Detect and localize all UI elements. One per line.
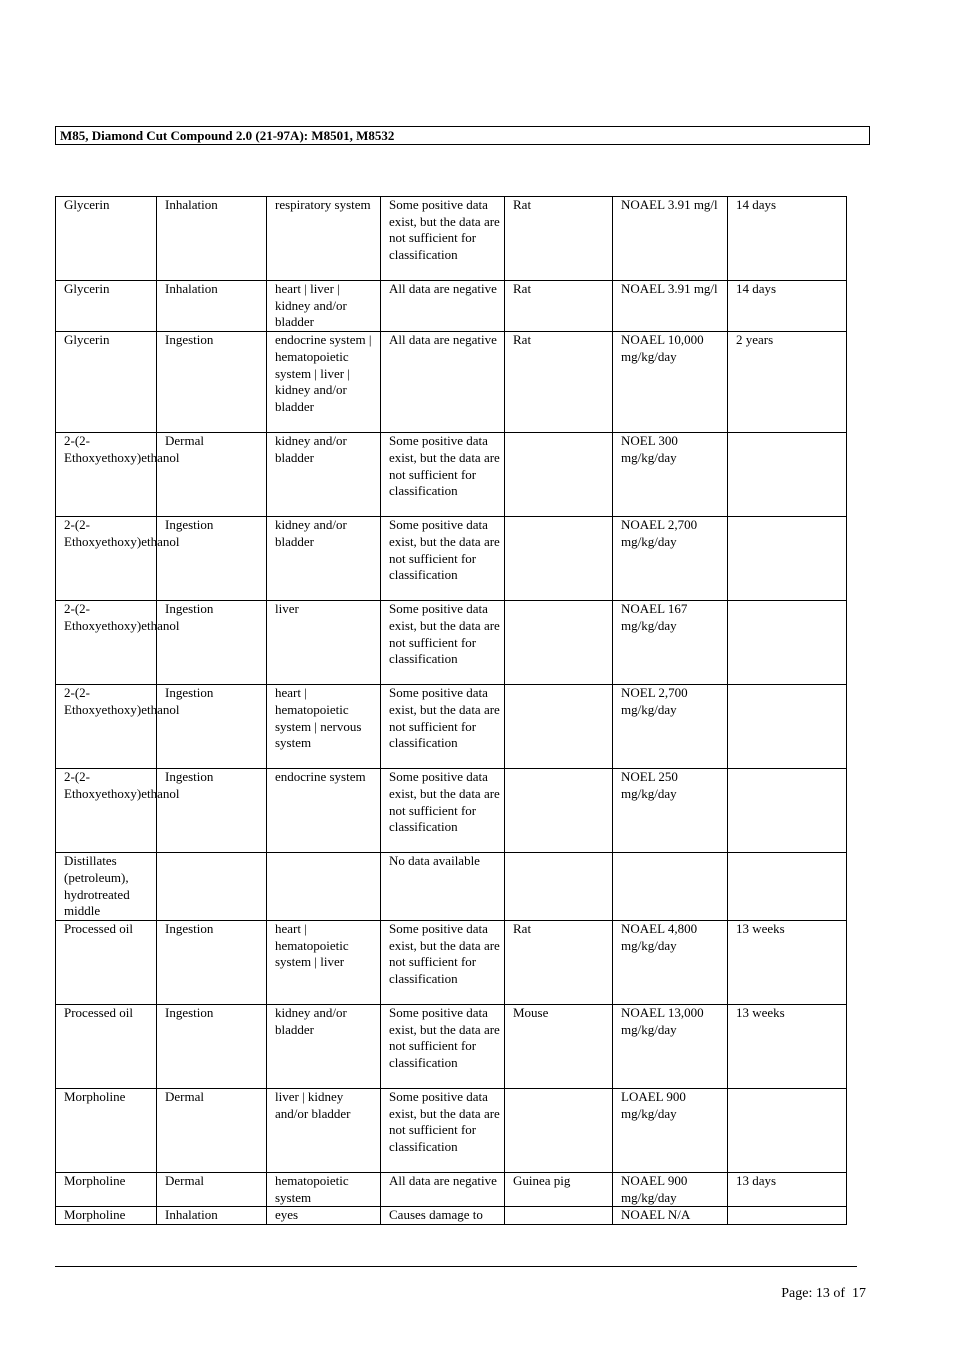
species-cell: Rat (505, 197, 613, 281)
substance-name-cell: Glycerin (56, 332, 157, 433)
substance-name-cell: Glycerin (56, 281, 157, 332)
substance-name-cell: 2-(2-Ethoxyethoxy)ethanol (56, 433, 157, 517)
route-cell: Ingestion (157, 332, 267, 433)
value-cell: Some positive data exist, but the data are not sufficient for classification (381, 433, 505, 517)
test-result-cell: NOEL 2,700 mg/kg/day (613, 685, 728, 769)
value-cell: Some positive data exist, but the data are not sufficient for classification (381, 1004, 505, 1088)
species-cell: Rat (505, 281, 613, 332)
substance-name-cell: Processed oil (56, 920, 157, 1004)
exposure-duration-cell: 14 days (728, 197, 847, 281)
table-row (56, 1004, 847, 1088)
value-cell: Some positive data exist, but the data are not sufficient for classification (381, 769, 505, 853)
route-cell: Dermal (157, 1088, 267, 1172)
species-cell (505, 853, 613, 921)
test-result-cell: NOAEL 3.91 mg/l (613, 281, 728, 332)
table-row (56, 920, 847, 1004)
target-organ-cell: hematopoietic system (267, 1172, 381, 1206)
target-organ-cell: heart | liver | kidney and/or bladder (267, 281, 381, 332)
route-cell: Ingestion (157, 601, 267, 685)
species-cell (505, 601, 613, 685)
exposure-duration-cell (728, 433, 847, 517)
species-cell: Guinea pig (505, 1172, 613, 1206)
table-row (56, 433, 847, 517)
value-cell: No data available (381, 853, 505, 921)
target-organ-cell: liver (267, 601, 381, 685)
toxicity-table-body (56, 197, 847, 1225)
species-cell (505, 1207, 613, 1225)
substance-name-cell: 2-(2-Ethoxyethoxy)ethanol (56, 769, 157, 853)
species-cell: Rat (505, 920, 613, 1004)
test-result-cell: NOEL 250 mg/kg/day (613, 769, 728, 853)
test-result-cell: LOAEL 900 mg/kg/day (613, 1088, 728, 1172)
substance-name-cell: Distillates (petroleum), hydrotreated middle (56, 853, 157, 921)
exposure-duration-cell (728, 517, 847, 601)
species-cell (505, 517, 613, 601)
exposure-duration-cell (728, 1088, 847, 1172)
route-cell: Inhalation (157, 281, 267, 332)
target-organ-cell: heart | hematopoietic system | nervous system (267, 685, 381, 769)
substance-name-cell: 2-(2-Ethoxyethoxy)ethanol (56, 517, 157, 601)
value-cell: All data are negative (381, 1172, 505, 1206)
route-cell: Ingestion (157, 517, 267, 601)
route-cell (157, 853, 267, 921)
target-organ-cell: respiratory system (267, 197, 381, 281)
substance-name-cell: 2-(2-Ethoxyethoxy)ethanol (56, 601, 157, 685)
route-cell: Inhalation (157, 1207, 267, 1225)
route-cell: Ingestion (157, 685, 267, 769)
target-organ-cell: eyes (267, 1207, 381, 1225)
test-result-cell (613, 853, 728, 921)
target-organ-cell: endocrine system | hematopoietic system | liver | kidney and/or bladder (267, 332, 381, 433)
test-result-cell: NOAEL 13,000 mg/kg/day (613, 1004, 728, 1088)
test-result-cell: NOAEL 10,000 mg/kg/day (613, 332, 728, 433)
exposure-duration-cell: 2 years (728, 332, 847, 433)
table-row (56, 197, 847, 281)
value-cell: All data are negative (381, 332, 505, 433)
test-result-cell: NOAEL 4,800 mg/kg/day (613, 920, 728, 1004)
test-result-cell: NOEL 300 mg/kg/day (613, 433, 728, 517)
substance-name-cell: Morpholine (56, 1172, 157, 1206)
table-row (56, 517, 847, 601)
value-cell: Some positive data exist, but the data are not sufficient for classification (381, 601, 505, 685)
table-row (56, 853, 847, 921)
species-cell (505, 685, 613, 769)
test-result-cell: NOAEL 167 mg/kg/day (613, 601, 728, 685)
exposure-duration-cell (728, 853, 847, 921)
table-row (56, 281, 847, 332)
value-cell: Some positive data exist, but the data are not sufficient for classification (381, 685, 505, 769)
table-row (56, 1088, 847, 1172)
document-header: M85, Diamond Cut Compound 2.0 (21-97A): M8501, M8532 (55, 126, 870, 145)
species-cell (505, 769, 613, 853)
substance-name-cell: Morpholine (56, 1207, 157, 1225)
route-cell: Dermal (157, 433, 267, 517)
exposure-duration-cell: 13 weeks (728, 1004, 847, 1088)
footer-divider (55, 1266, 857, 1267)
target-organ-cell: heart | hematopoietic system | liver (267, 920, 381, 1004)
target-organ-cell: endocrine system (267, 769, 381, 853)
species-cell (505, 433, 613, 517)
value-cell: Causes damage to (381, 1207, 505, 1225)
value-cell: Some positive data exist, but the data are not sufficient for classification (381, 920, 505, 1004)
exposure-duration-cell: 14 days (728, 281, 847, 332)
substance-name-cell: 2-(2-Ethoxyethoxy)ethanol (56, 685, 157, 769)
route-cell: Dermal (157, 1172, 267, 1206)
table-row (56, 601, 847, 685)
exposure-duration-cell: 13 weeks (728, 920, 847, 1004)
test-result-cell: NOAEL N/A (613, 1207, 728, 1225)
value-cell: Some positive data exist, but the data are not sufficient for classification (381, 197, 505, 281)
route-cell: Ingestion (157, 920, 267, 1004)
toxicity-table (55, 196, 847, 1225)
species-cell: Mouse (505, 1004, 613, 1088)
value-cell: All data are negative (381, 281, 505, 332)
target-organ-cell: kidney and/or bladder (267, 517, 381, 601)
target-organ-cell (267, 853, 381, 921)
exposure-duration-cell (728, 769, 847, 853)
exposure-duration-cell (728, 685, 847, 769)
substance-name-cell: Glycerin (56, 197, 157, 281)
test-result-cell: NOAEL 900 mg/kg/day (613, 1172, 728, 1206)
table-row (56, 685, 847, 769)
route-cell: Inhalation (157, 197, 267, 281)
target-organ-cell: kidney and/or bladder (267, 1004, 381, 1088)
table-row (56, 1207, 847, 1225)
route-cell: Ingestion (157, 1004, 267, 1088)
exposure-duration-cell: 13 days (728, 1172, 847, 1206)
route-cell: Ingestion (157, 769, 267, 853)
exposure-duration-cell (728, 1207, 847, 1225)
page-number: Page: 13 of 17 (781, 1286, 866, 1301)
substance-name-cell: Morpholine (56, 1088, 157, 1172)
test-result-cell: NOAEL 3.91 mg/l (613, 197, 728, 281)
target-organ-cell: liver | kidney and/or bladder (267, 1088, 381, 1172)
table-row (56, 332, 847, 433)
species-cell: Rat (505, 332, 613, 433)
substance-name-cell: Processed oil (56, 1004, 157, 1088)
value-cell: Some positive data exist, but the data are not sufficient for classification (381, 1088, 505, 1172)
value-cell: Some positive data exist, but the data are not sufficient for classification (381, 517, 505, 601)
target-organ-cell: kidney and/or bladder (267, 433, 381, 517)
table-row (56, 769, 847, 853)
test-result-cell: NOAEL 2,700 mg/kg/day (613, 517, 728, 601)
exposure-duration-cell (728, 601, 847, 685)
species-cell (505, 1088, 613, 1172)
table-row (56, 1172, 847, 1206)
